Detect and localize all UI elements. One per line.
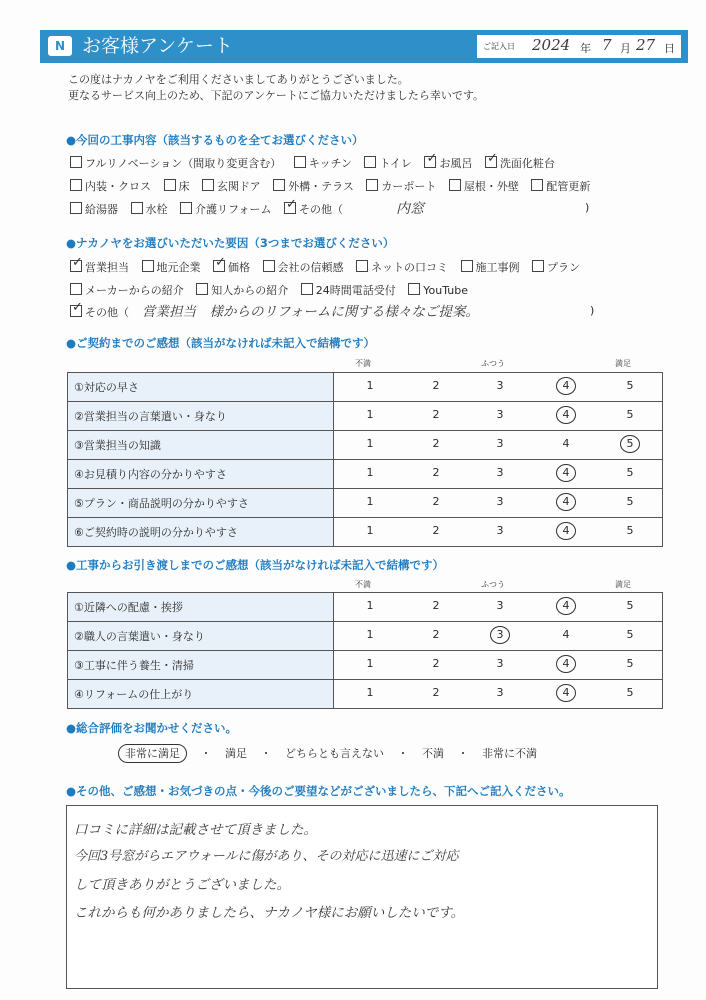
work-row-1 — [70, 155, 564, 171]
rating-scale — [334, 431, 663, 460]
date-day-unit: 日 — [664, 42, 675, 55]
checkbox[interactable] — [531, 179, 543, 191]
comment-line-4: これからも何かありましたら、ナカノヤ様にお願いしたいです。 — [74, 905, 465, 921]
intro-line-2: 更なるサービス向上のため、下記のアンケートにご協力いただけましたら幸いです。 — [68, 89, 485, 102]
reason-maker[interactable]: メーカーからの紹介 — [70, 282, 184, 298]
overall-option-dissatisfied[interactable]: 不満 — [422, 747, 444, 760]
option-kitchen[interactable]: キッチン — [294, 155, 352, 171]
option-toilet[interactable]: トイレ — [364, 155, 411, 171]
overall-option-very-dissatisfied[interactable]: 非常に不満 — [482, 747, 537, 760]
reason-sales-rep[interactable]: ✓営業担当 — [70, 259, 129, 275]
rating-option[interactable]: 1 — [366, 379, 374, 392]
reason-trust[interactable]: 会社の信頼感 — [263, 259, 344, 275]
reason-local[interactable]: 地元企業 — [142, 259, 201, 275]
rating-option[interactable]: 2 — [432, 408, 440, 421]
rating-option-selected[interactable]: 4 — [556, 655, 576, 673]
rating-option[interactable]: 4 — [562, 437, 570, 450]
checkbox[interactable] — [532, 260, 544, 272]
rating-option[interactable]: 1 — [366, 524, 374, 537]
option-interior[interactable]: 内装・クロス — [70, 178, 151, 194]
rating-option-selected[interactable]: 3 — [490, 626, 510, 644]
option-floor[interactable]: 床 — [164, 178, 190, 194]
rating-row — [68, 593, 663, 622]
scale-high-label-2: 満足 — [615, 580, 631, 589]
rating-scale — [334, 680, 663, 709]
rating-scale — [334, 622, 663, 651]
option-other[interactable]: ✓ その他（ — [284, 201, 343, 217]
reason-row-3 — [70, 304, 138, 320]
date-label: ご記入日 — [483, 42, 515, 51]
rating-label: ③工事に伴う養生・清掃 — [68, 651, 334, 680]
rating-option[interactable]: 5 — [626, 628, 634, 641]
section-contract-title: ●ご契約までのご感想（該当がなければ未記入で結構です） — [66, 336, 376, 350]
comment-line-2: 今回3号窓がらエアウォールに傷があり、その対応に迅速にご対応 — [74, 849, 459, 864]
option-faucet[interactable]: 水栓 — [131, 201, 168, 217]
reason-price[interactable]: ✓ 価格 — [213, 259, 250, 275]
rating-option-selected[interactable]: 4 — [556, 684, 576, 702]
overall-option-satisfied[interactable]: 満足 — [225, 747, 247, 760]
rating-option-selected[interactable]: 4 — [556, 377, 576, 395]
rating-option[interactable]: 5 — [626, 599, 634, 612]
checkbox-checked[interactable] — [284, 202, 296, 214]
option-entrance-door[interactable]: 玄関ドア — [202, 178, 261, 194]
rating-option[interactable]: 5 — [626, 466, 634, 479]
rating-option[interactable]: 4 — [562, 628, 570, 641]
rating-option-selected[interactable]: 4 — [556, 522, 576, 540]
rating-option[interactable]: 2 — [432, 686, 440, 699]
rating-option[interactable]: 3 — [496, 524, 504, 537]
checkbox-checked[interactable] — [70, 260, 82, 272]
reason-other[interactable]: ✓その他（ — [70, 304, 129, 320]
separator: ・ — [397, 747, 409, 760]
scale-low-label: 不満 — [355, 359, 371, 368]
scale-mid-label-2: ふつう — [481, 580, 505, 589]
scale-mid-label: ふつう — [481, 359, 505, 368]
option-roof[interactable]: 屋根・外壁 — [449, 178, 519, 194]
checkbox[interactable] — [366, 179, 378, 191]
separator: ・ — [260, 747, 272, 760]
option-full-renovation[interactable]: フルリノベーション（間取り変更含む） — [70, 155, 281, 171]
rating-row — [68, 431, 663, 460]
page-title: お客様アンケート — [82, 35, 233, 57]
rating-option[interactable]: 3 — [496, 408, 504, 421]
rating-label: ①近隣への配慮・挨拶 — [68, 593, 334, 622]
checkbox[interactable] — [180, 202, 192, 214]
construction-rating-table — [67, 592, 663, 709]
rating-option[interactable]: 5 — [626, 408, 634, 421]
option-water-heater[interactable]: 給湯器 — [70, 201, 118, 217]
checkbox[interactable] — [196, 283, 208, 295]
rating-option[interactable]: 2 — [432, 495, 440, 508]
rating-option[interactable]: 5 — [626, 495, 634, 508]
option-vanity[interactable]: ✓ 洗面化粧台 — [485, 155, 555, 171]
rating-option[interactable]: 1 — [366, 466, 374, 479]
section-comments-title: ●その他、ご感想・お気づきの点・今後のご要望などがございましたら、下記へご記入ください。 — [66, 784, 571, 798]
work-other-close: ) — [585, 201, 590, 214]
rating-option[interactable]: 3 — [496, 657, 504, 670]
reason-row-2 — [70, 282, 477, 298]
rating-option[interactable]: 3 — [496, 437, 504, 450]
rating-option-selected[interactable]: 4 — [556, 493, 576, 511]
checkbox-checked[interactable] — [213, 260, 225, 272]
rating-option-selected[interactable]: 4 — [556, 464, 576, 482]
scale-high-label: 満足 — [615, 359, 631, 368]
checkbox[interactable] — [301, 283, 313, 295]
checkbox[interactable] — [364, 156, 376, 168]
reason-24h[interactable]: 24時間電話受付 — [301, 282, 396, 298]
checkbox[interactable] — [202, 179, 214, 191]
comment-line-3: して頂きありがとうございました。 — [74, 877, 290, 893]
option-care-reform[interactable]: 介護リフォーム — [180, 201, 271, 217]
rating-label: ②職人の言葉遣い・身なり — [68, 622, 334, 651]
rating-row — [68, 680, 663, 709]
rating-scale — [334, 518, 663, 547]
checkbox[interactable] — [408, 283, 420, 295]
rating-option[interactable]: 5 — [626, 524, 634, 537]
checkbox[interactable] — [273, 179, 285, 191]
rating-option[interactable]: 3 — [496, 379, 504, 392]
date-month-unit: 月 — [620, 42, 631, 55]
rating-scale — [334, 373, 663, 402]
rating-option[interactable]: 3 — [496, 599, 504, 612]
rating-scale — [334, 460, 663, 489]
overall-options — [118, 745, 537, 761]
rating-option[interactable]: 2 — [432, 379, 440, 392]
checkbox-checked[interactable] — [424, 156, 436, 168]
reason-acquaintance[interactable]: 知人からの紹介 — [196, 282, 288, 298]
rating-option[interactable]: 1 — [366, 599, 374, 612]
date-day: 27 — [636, 36, 656, 54]
option-carport[interactable]: カーポート — [366, 178, 436, 194]
rating-label: ②営業担当の言葉遣い・身なり — [68, 402, 334, 431]
comment-line-1: 口コミに詳細は記載させて頂きました。 — [74, 822, 317, 838]
reason-youtube[interactable]: YouTube — [408, 283, 468, 297]
checkbox[interactable] — [70, 283, 82, 295]
reason-plan[interactable]: プラン — [532, 259, 580, 275]
option-exterior[interactable]: 外構・テラス — [273, 178, 354, 194]
rating-option[interactable]: 2 — [432, 657, 440, 670]
rating-option[interactable]: 2 — [432, 599, 440, 612]
rating-option-selected[interactable]: 4 — [556, 406, 576, 424]
rating-label: ④リフォームの仕上がり — [68, 680, 334, 709]
checkbox[interactable] — [164, 179, 176, 191]
rating-option[interactable]: 1 — [366, 657, 374, 670]
rating-label: ⑥ご契約時の説明の分かりやすさ — [68, 518, 334, 547]
overall-option-neutral[interactable]: どちらとも言えない — [285, 747, 384, 760]
checkbox[interactable] — [70, 156, 82, 168]
rating-option-selected[interactable]: 4 — [556, 597, 576, 615]
reason-other-text[interactable]: 営業担当 様からのリフォームに関する様々なご提案。 — [142, 304, 479, 320]
section-overall-title: ●総合評価をお聞かせください。 — [66, 721, 238, 735]
rating-scale — [334, 402, 663, 431]
checkbox-checked[interactable] — [485, 156, 497, 168]
rating-row — [68, 402, 663, 431]
separator: ・ — [200, 747, 212, 760]
option-piping[interactable]: 配管更新 — [531, 178, 590, 194]
rating-scale — [334, 489, 663, 518]
section-construction-title: ●工事からお引き渡しまでのご感想（該当がなければ未記入で結構です） — [66, 558, 445, 572]
rating-row — [68, 651, 663, 680]
reason-row-1 — [70, 259, 589, 275]
date-year-unit: 年 — [580, 42, 591, 55]
date-month: 7 — [602, 36, 612, 54]
reason-other-close: ) — [590, 304, 595, 317]
rating-option[interactable]: 2 — [432, 628, 440, 641]
overall-option-very-satisfied[interactable]: 非常に満足 — [118, 744, 187, 763]
company-logo: N — [48, 36, 72, 56]
rating-row — [68, 622, 663, 651]
rating-option[interactable]: 1 — [366, 437, 374, 450]
checkbox[interactable] — [70, 179, 82, 191]
rating-scale — [334, 593, 663, 622]
section-reason-title: ●ナカノヤをお選びいただいた要因（3つまでお選びください） — [66, 236, 395, 250]
checkbox[interactable] — [294, 156, 306, 168]
rating-option[interactable]: 1 — [366, 686, 374, 699]
reason-cases[interactable]: 施工事例 — [461, 259, 520, 275]
rating-option[interactable]: 5 — [626, 686, 634, 699]
rating-option[interactable]: 2 — [432, 466, 440, 479]
checkbox-checked[interactable] — [70, 305, 82, 317]
separator: ・ — [457, 747, 469, 760]
checkbox[interactable] — [461, 260, 473, 272]
rating-row — [68, 489, 663, 518]
rating-option[interactable]: 1 — [366, 495, 374, 508]
checkbox[interactable] — [356, 260, 368, 272]
checkbox[interactable] — [449, 179, 461, 191]
rating-option[interactable]: 5 — [626, 657, 634, 670]
rating-scale — [334, 651, 663, 680]
rating-option[interactable]: 1 — [366, 628, 374, 641]
rating-option[interactable]: 3 — [496, 495, 504, 508]
rating-option-selected[interactable]: 5 — [620, 435, 640, 453]
rating-row — [68, 373, 663, 402]
rating-option[interactable]: 5 — [626, 379, 634, 392]
section-work-title: ●今回の工事内容（該当するものを全てお選びください） — [66, 133, 364, 147]
rating-option[interactable]: 3 — [496, 686, 504, 699]
checkbox[interactable] — [70, 202, 82, 214]
checkbox[interactable] — [263, 260, 275, 272]
rating-label: ①対応の早さ — [68, 373, 334, 402]
work-other-text[interactable]: 内窓 — [396, 201, 424, 217]
rating-label: ⑤プラン・商品説明の分かりやすさ — [68, 489, 334, 518]
work-row-2 — [70, 178, 599, 194]
option-bath[interactable]: ✓ お風呂 — [424, 155, 472, 171]
rating-label: ③営業担当の知識 — [68, 431, 334, 460]
work-row-3 — [70, 201, 352, 217]
scale-low-label-2: 不満 — [355, 580, 371, 589]
date-year: 2024 — [532, 36, 571, 54]
rating-row — [68, 518, 663, 547]
reason-reviews[interactable]: ネットの口コミ — [356, 259, 448, 275]
rating-option[interactable]: 1 — [366, 408, 374, 421]
checkbox[interactable] — [131, 202, 143, 214]
rating-option[interactable]: 3 — [496, 466, 504, 479]
intro-line-1: この度はナカノヤをご利用くださいましてありがとうございました。 — [68, 73, 409, 86]
rating-option[interactable]: 2 — [432, 524, 440, 537]
rating-row — [68, 460, 663, 489]
checkbox[interactable] — [142, 260, 154, 272]
rating-label: ④お見積り内容の分かりやすさ — [68, 460, 334, 489]
contract-rating-table — [67, 372, 663, 547]
rating-option[interactable]: 2 — [432, 437, 440, 450]
